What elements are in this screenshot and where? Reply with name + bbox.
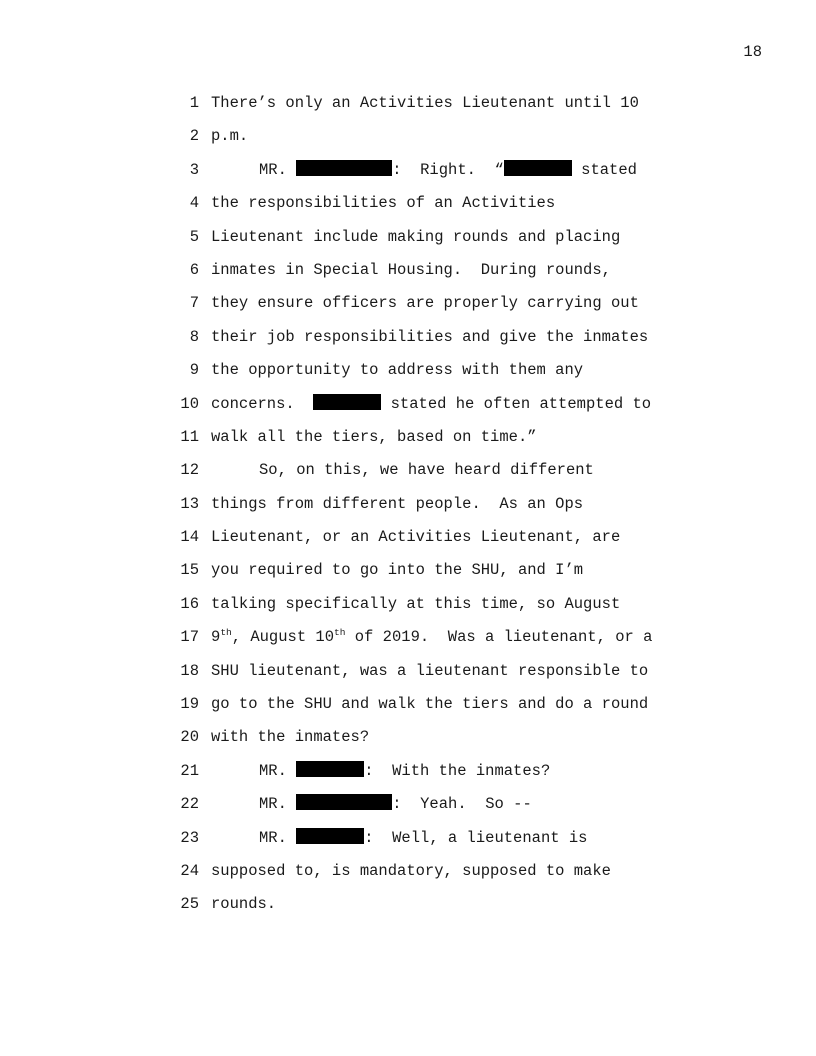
line-text (199, 393, 651, 426)
line-number: 12 (180, 461, 199, 480)
line-number: 24 (180, 861, 199, 880)
line-number: 6 (189, 260, 199, 279)
transcript-line (164, 660, 684, 693)
line-number: 3 (189, 160, 199, 179)
line-number: 19 (180, 695, 199, 714)
transcript-line (164, 526, 684, 559)
line-number: 18 (180, 661, 199, 680)
line-text: rounds. (211, 895, 277, 914)
line-text: their job responsibilities and give the inmates (211, 327, 649, 346)
line-text-part: : Well, a lieutenant is (364, 828, 588, 847)
line-text-part: : Yeah. So -- (392, 795, 532, 814)
line-text-part: : Right. “ (392, 160, 504, 179)
line-text-part: 9 (211, 628, 221, 647)
line-text: supposed to, is mandatory, supposed to make (211, 861, 611, 880)
line-text: Lieutenant, or an Activities Lieutenant, are (211, 528, 621, 547)
transcript-line (164, 393, 684, 426)
transcript-line (164, 326, 684, 359)
transcript-line (164, 593, 684, 626)
line-text-part: So, on this, we have heard different (259, 461, 594, 480)
line-text-part: concerns. (211, 394, 314, 413)
ordinal-suffix: th (220, 627, 232, 639)
line-text: inmates in Special Housing. During rounds, (211, 260, 611, 279)
line-number: 7 (189, 294, 199, 313)
transcript-line (164, 559, 684, 592)
transcript-line (164, 793, 684, 826)
line-number: 9 (189, 361, 199, 380)
line-text-part: of 2019. Was a lieutenant, or a (345, 628, 653, 647)
redacted-name (296, 828, 364, 844)
line-text: you required to go into the SHU, and I’m (211, 561, 584, 580)
transcript-line (164, 192, 684, 225)
line-text (199, 827, 587, 860)
line-text (199, 793, 532, 826)
line-number: 25 (180, 895, 199, 914)
transcript-line (164, 159, 684, 192)
line-text (199, 626, 652, 659)
transcript-line (164, 426, 684, 459)
ordinal-suffix: th (334, 627, 346, 639)
redacted-name (296, 160, 392, 176)
line-number: 22 (180, 795, 199, 814)
line-number: 2 (189, 127, 199, 146)
line-number: 21 (180, 761, 199, 780)
speaker-prefix: MR. (259, 761, 287, 780)
line-number: 15 (180, 561, 199, 580)
transcript-line (164, 359, 684, 392)
line-number: 16 (180, 594, 199, 613)
line-number: 20 (180, 728, 199, 747)
transcript-line (164, 259, 684, 292)
speaker-prefix: MR. (259, 795, 287, 814)
transcript-line (164, 125, 684, 158)
transcript-line (164, 860, 684, 893)
line-number: 5 (189, 227, 199, 246)
transcript-line (164, 693, 684, 726)
line-number: 17 (180, 628, 199, 647)
transcript-line (164, 493, 684, 526)
transcript-line (164, 827, 684, 860)
line-text (199, 459, 594, 492)
redacted-name (296, 794, 392, 810)
line-number: 10 (180, 394, 199, 413)
line-text: go to the SHU and walk the tiers and do a round (211, 695, 649, 714)
line-text (199, 159, 637, 192)
redacted-name (296, 761, 364, 777)
line-text: the responsibilities of an Activities (211, 194, 556, 213)
transcript-line (164, 92, 684, 125)
line-text: the opportunity to address with them any (211, 361, 584, 380)
redacted-name (313, 394, 381, 410)
line-text-part: , August 10 (231, 628, 335, 647)
line-number: 23 (180, 828, 199, 847)
transcript-line (164, 626, 684, 659)
line-text (199, 760, 550, 793)
line-text-part: stated he often attempted to (381, 394, 652, 413)
speaker-prefix: MR. (259, 160, 287, 179)
line-text: SHU lieutenant, was a lieutenant responsible to (211, 661, 649, 680)
line-text: they ensure officers are properly carrying out (211, 294, 639, 313)
transcript-line (164, 292, 684, 325)
line-text-part: : With the inmates? (364, 761, 551, 780)
transcript-line (164, 893, 684, 926)
line-number: 8 (189, 327, 199, 346)
line-text: talking specifically at this time, so August (211, 594, 621, 613)
transcript-line (164, 760, 684, 793)
transcript-line (164, 459, 684, 492)
line-number: 11 (180, 427, 199, 446)
line-text: p.m. (211, 127, 249, 146)
speaker-prefix: MR. (259, 828, 287, 847)
line-number: 4 (189, 194, 199, 213)
line-text: walk all the tiers, based on time.” (211, 427, 537, 446)
page-number: 18 (743, 43, 762, 61)
line-text: with the inmates? (211, 728, 370, 747)
line-text: Lieutenant include making rounds and placing (211, 227, 621, 246)
line-text: things from different people. As an Ops (211, 494, 584, 513)
line-text-part: stated (571, 160, 637, 179)
transcript-line (164, 226, 684, 259)
line-number: 14 (180, 528, 199, 547)
transcript-body (164, 92, 684, 927)
transcript-line (164, 726, 684, 759)
line-text: There’s only an Activities Lieutenant until 10 (211, 94, 639, 112)
line-number: 13 (180, 494, 199, 513)
line-number: 1 (189, 94, 199, 112)
redacted-name (504, 160, 572, 176)
